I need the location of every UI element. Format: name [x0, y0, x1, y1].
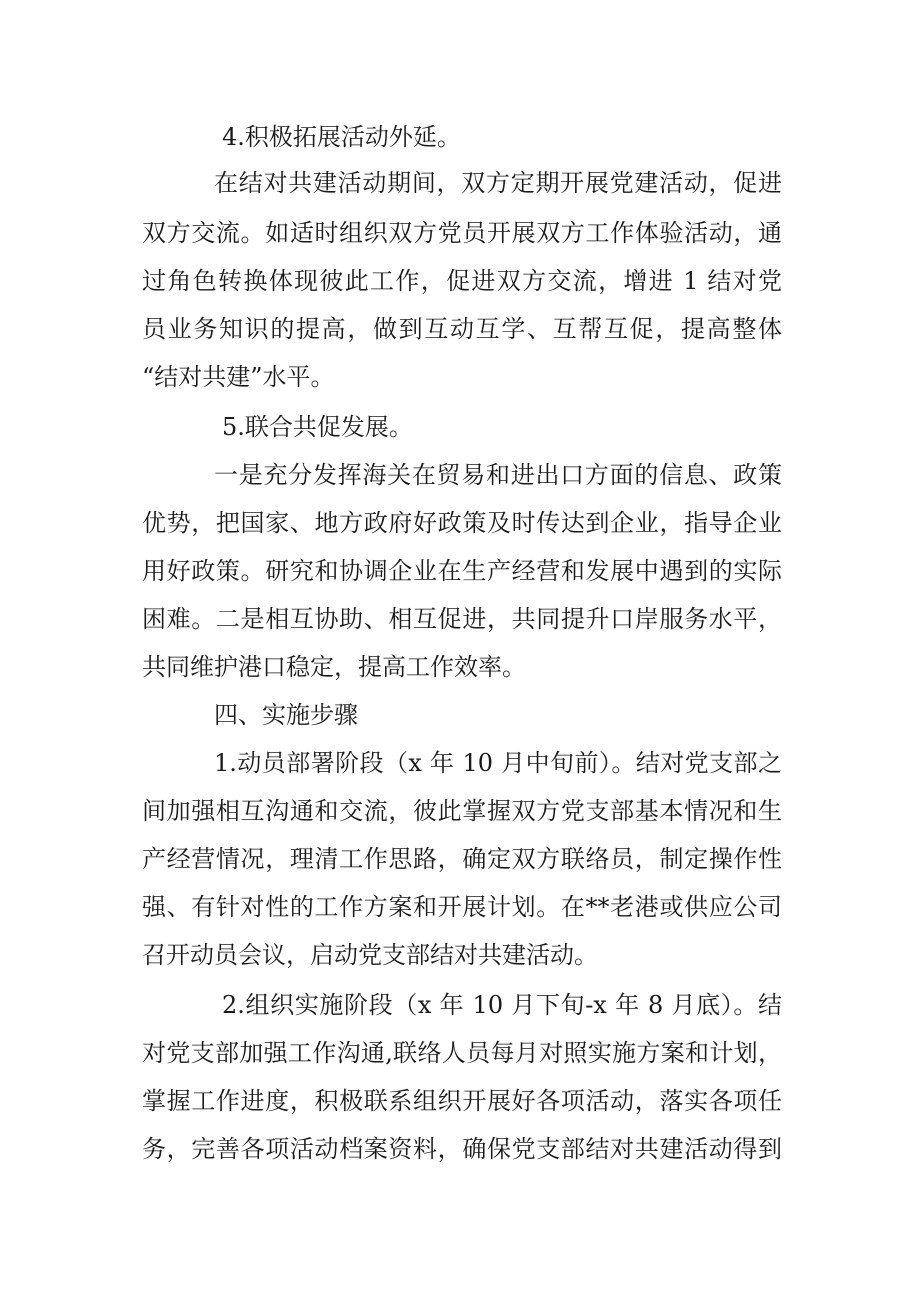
paragraph-line: 强、有针对性的工作方案和开展计划。在**老港或供应公司 [142, 893, 782, 921]
section-heading-5: 5.联合共促发展。 [222, 413, 413, 441]
section-heading-implementation-steps: 四、实施步骤 [214, 701, 358, 729]
paragraph-line: 产经营情况，理清工作思路，确定双方联络员，制定操作性 [142, 845, 782, 873]
paragraph-line: 过角色转换体现彼此工作，促进双方交流，增进 1 结对党 [142, 267, 782, 295]
paragraph-line: 双方交流。如适时组织双方党员开展双方工作体验活动，通 [142, 219, 782, 247]
paragraph-line: 对党支部加强工作沟通,联络人员每月对照实施方案和计划， [142, 1039, 782, 1067]
paragraph-line: “结对共建”水平。 [142, 363, 335, 391]
paragraph-line: 困难。二是相互协助、相互促进，共同提升口岸服务水平， [142, 605, 782, 633]
paragraph-line: 用好政策。研究和协调企业在生产经营和发展中遇到的实际 [142, 557, 782, 585]
paragraph-line: 在结对共建活动期间，双方定期开展党建活动，促进 [214, 169, 782, 197]
paragraph-line: 优势，把国家、地方政府好政策及时传达到企业，指导企业 [142, 509, 782, 537]
paragraph-line: 间加强相互沟通和交流，彼此掌握双方党支部基本情况和生 [142, 797, 782, 825]
paragraph-line: 掌握工作进度，积极联系组织开展好各项活动，落实各项任 [142, 1087, 782, 1115]
paragraph-line: 员业务知识的提高，做到互动互学、互帮互促，提高整体 [142, 315, 782, 343]
paragraph-line: 2.组织实施阶段（x 年 10 月下旬-x 年 8 月底）。结 [222, 991, 782, 1019]
paragraph-line: 1.动员部署阶段（x 年 10 月中旬前）。结对党支部之 [214, 749, 782, 777]
paragraph-line: 共同维护港口稳定，提高工作效率。 [142, 653, 526, 681]
paragraph-line: 召开动员会议，启动党支部结对共建活动。 [142, 941, 598, 969]
section-heading-4: 4.积极拓展活动外延。 [222, 123, 461, 151]
paragraph-line: 务，完善各项活动档案资料，确保党支部结对共建活动得到 [142, 1135, 782, 1163]
paragraph-line: 一是充分发挥海关在贸易和进出口方面的信息、政策 [214, 461, 782, 489]
